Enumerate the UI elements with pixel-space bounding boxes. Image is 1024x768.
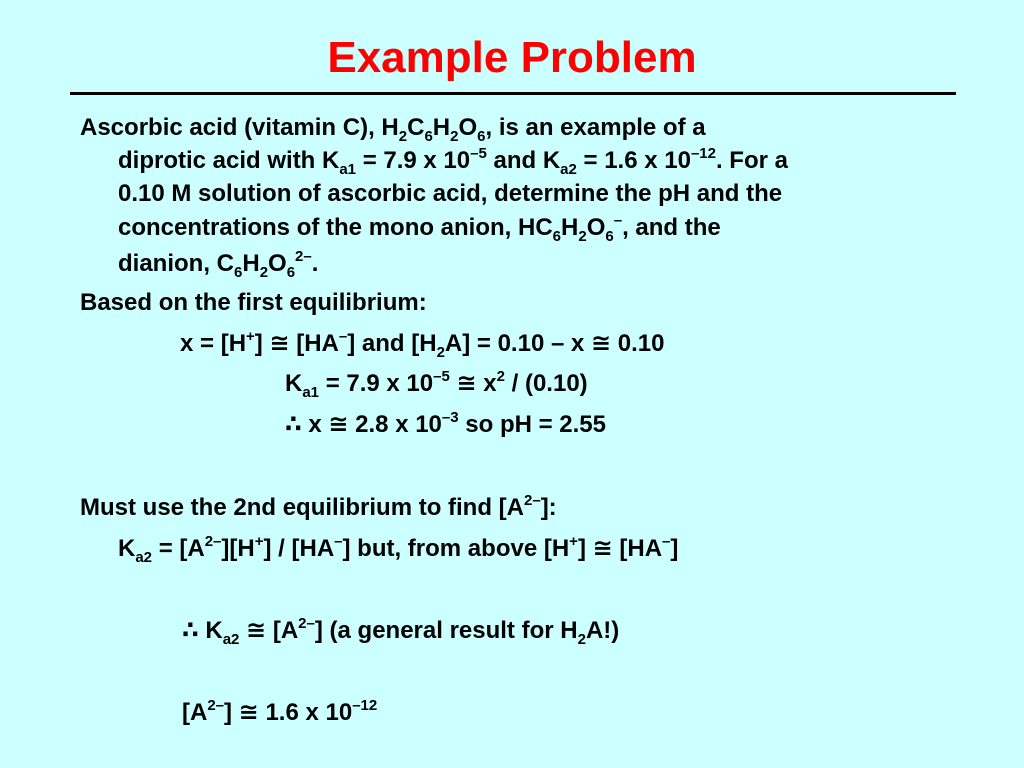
first-equilibrium-heading: Based on the first equilibrium: xyxy=(80,289,427,316)
problem-line-1: Ascorbic acid (vitamin C), $H_2C_6H_2O_6$, is an example of a xyxy=(80,114,706,145)
equation-ka1: $K_{a1} = 7.9$ x $10^{-5}$ ≅ $x^2 / (0.10)$ xyxy=(285,368,588,401)
title-divider xyxy=(70,92,956,95)
equation-x-approx: x = [H+] ≅ [HA–] and $[H_2A] = 0.10 - x$ ≅ 0.10 xyxy=(180,328,665,361)
problem-line-3: 0.10 M solution of ascorbic acid, determine the pH and the xyxy=(118,180,783,207)
equation-x-result: ∴ x ≅ 2.8 x $10^{-3}$ so pH = 2.55 xyxy=(285,409,606,438)
equation-ka2: $K_{a2} = [A^{2-}][H^+] / [HA^-]$ but, from above [H+] ≅ [HA–] xyxy=(118,533,679,566)
equation-ka2-general-result: ∴ $K_{a2}$ ≅ $[A^{2-}]$ (a general result for $H_2A$!) xyxy=(182,615,620,648)
problem-line-5: dianion, $C_6H_2O_6^{2-}$. xyxy=(118,248,319,281)
problem-line-4: concentrations of the mono anion, $HC_6H_2O_6^-$, and the xyxy=(118,212,721,245)
slide-title: Example Problem xyxy=(327,33,697,82)
equation-dianion-result: $[A^{2-}]$ ≅ 1.6 x $10^{-12}$ xyxy=(182,697,378,726)
second-equilibrium-heading: Must use the 2nd equilibrium to find $[A^{2-}]$: xyxy=(80,492,557,521)
problem-line-2: diprotic acid with $K_{a1} = 7.9$ x $10^{-5}$ and $K_{a2} = 1.6$ x $10^{-12}$. For a xyxy=(118,145,788,178)
